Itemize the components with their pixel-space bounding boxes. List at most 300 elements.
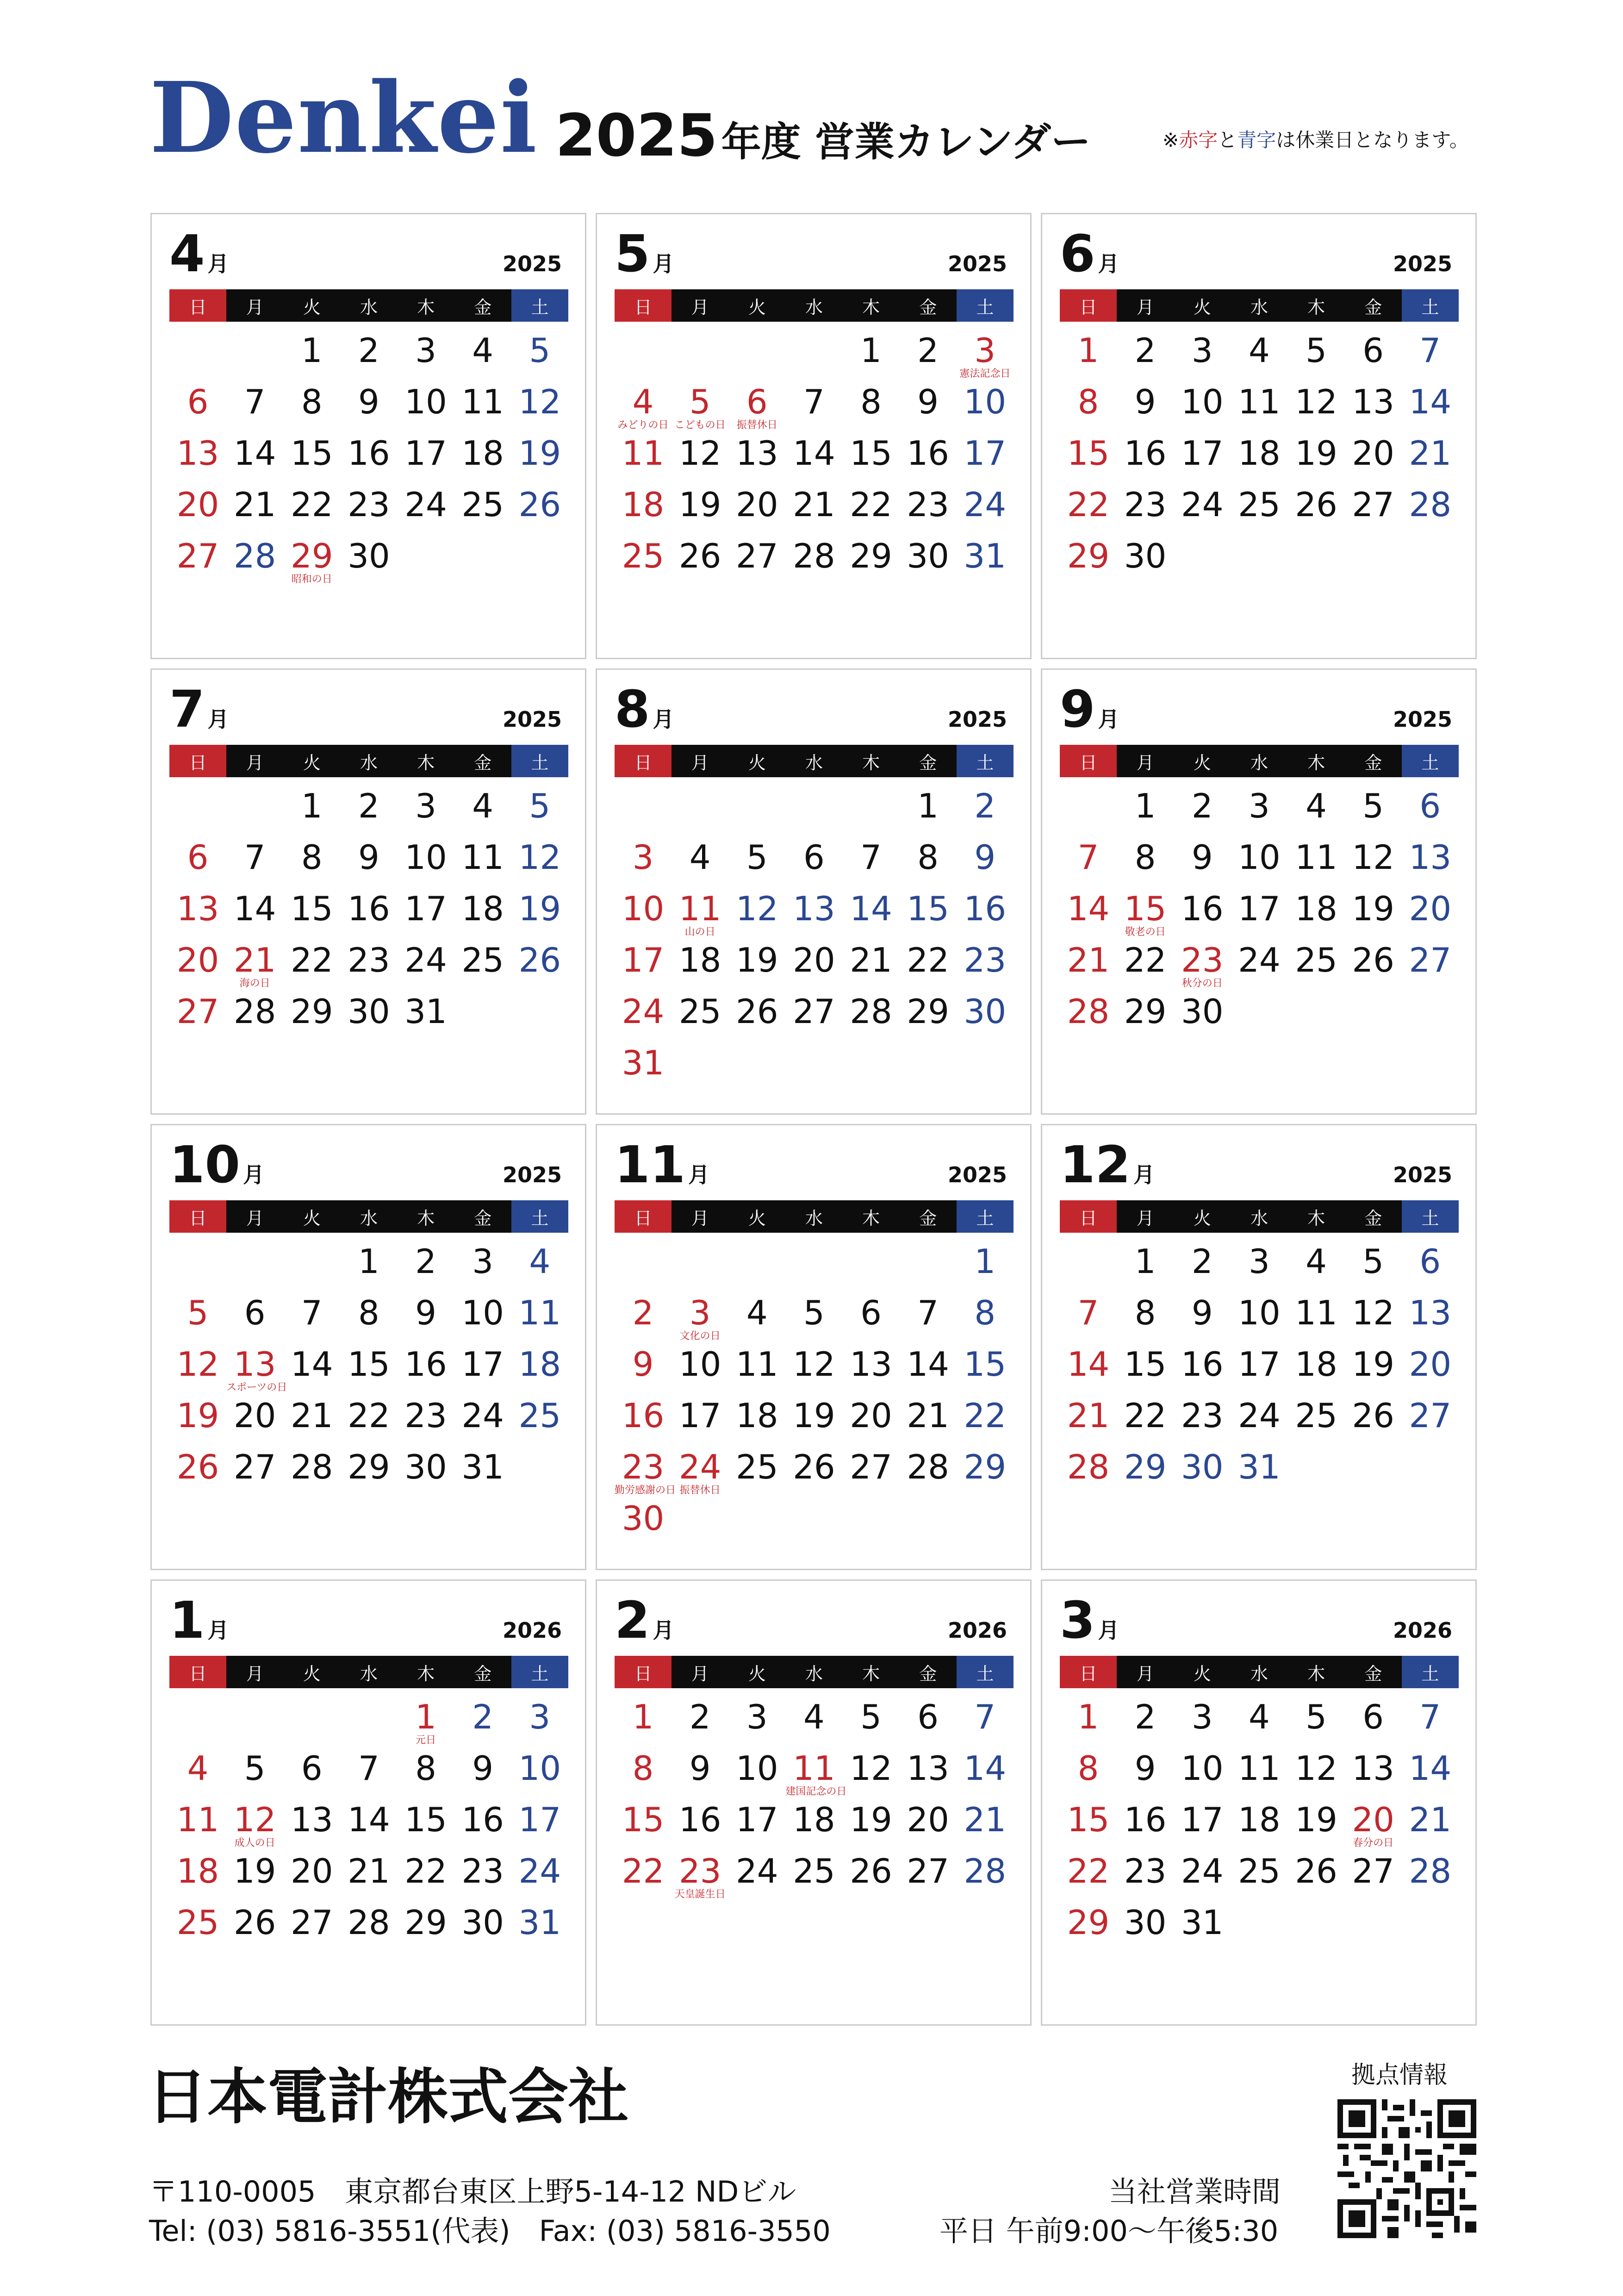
day-cell	[398, 1749, 454, 1803]
day-cell	[728, 1697, 785, 1752]
day-number: 11	[1238, 1749, 1281, 1788]
day-cell	[1288, 1854, 1345, 1906]
day-cell	[1231, 1345, 1287, 1399]
day-cell	[1174, 331, 1231, 385]
day-number: 29	[1124, 1447, 1167, 1486]
day-number: 22	[850, 485, 892, 524]
day-cell	[957, 1854, 1014, 1906]
day-number: 3	[974, 331, 996, 370]
weekday-label: 月	[1117, 289, 1174, 322]
day-cell	[511, 1697, 568, 1752]
day-number: 16	[1181, 889, 1224, 928]
day-number: 3	[746, 1697, 768, 1736]
day-number: 5	[1306, 331, 1327, 370]
day-number: 11	[518, 1293, 561, 1332]
day-cell	[1288, 838, 1345, 892]
day-cell	[511, 1749, 568, 1803]
day-cell	[785, 1396, 842, 1450]
holiday-name: 振替休日	[679, 1485, 721, 1496]
day-number: 28	[964, 1852, 1007, 1890]
holiday-name: 春分の日	[1353, 1837, 1394, 1849]
day-number: 27	[290, 1903, 333, 1942]
day-number: 24	[404, 485, 447, 524]
weekday-header	[169, 1656, 568, 1688]
day-cell	[454, 1697, 511, 1752]
day-number: 16	[964, 889, 1007, 928]
day-cell	[398, 838, 454, 892]
day-number: 29	[290, 537, 333, 575]
month-number: 7	[169, 680, 205, 739]
day-number: 13	[1409, 1293, 1452, 1332]
day-number: 12	[233, 1800, 276, 1839]
day-cell	[785, 539, 842, 591]
day-number: 14	[1409, 382, 1452, 421]
day-number: 21	[793, 485, 835, 524]
weekday-header	[615, 289, 1014, 322]
day-number: 11	[793, 1749, 835, 1788]
day-cell	[1117, 1903, 1174, 1957]
day-number: 13	[1352, 382, 1394, 421]
weekday-label: 水	[785, 745, 842, 777]
day-number: 2	[1191, 1242, 1213, 1281]
day-cell	[340, 1293, 397, 1348]
weekday-label: 土	[957, 1656, 1014, 1688]
day-number: 17	[518, 1800, 561, 1839]
day-cell	[900, 1447, 957, 1502]
day-cell	[226, 1396, 283, 1450]
weekday-label: 金	[900, 289, 957, 322]
day-cell	[957, 1242, 1014, 1296]
day-cell	[398, 889, 454, 943]
day-cell	[1402, 331, 1459, 385]
weekday-label: 火	[1174, 1200, 1231, 1233]
day-cell	[340, 1800, 397, 1854]
day-cell	[226, 382, 283, 437]
day-cell	[1174, 1242, 1231, 1296]
day-cell	[283, 331, 340, 385]
day-cell	[843, 1396, 900, 1450]
day-number: 12	[1295, 1749, 1337, 1788]
day-cell	[454, 1396, 511, 1450]
day-cell	[957, 382, 1014, 437]
day-cell	[1117, 786, 1174, 841]
day-cell	[1402, 434, 1459, 488]
day-cell	[728, 1749, 785, 1803]
day-cell	[340, 838, 397, 892]
day-cell	[340, 1749, 397, 1803]
month-year: 2025	[502, 251, 562, 276]
day-cell	[454, 331, 511, 385]
day-cell	[511, 1903, 568, 1957]
day-cell	[283, 889, 340, 943]
day-number: 5	[529, 786, 551, 825]
day-number: 3	[1191, 331, 1213, 370]
day-number: 3	[1249, 1242, 1270, 1281]
weekday-label: 土	[511, 1656, 568, 1688]
business-hours: 平日 午前9:00～午後5:30	[939, 2214, 1279, 2248]
day-number: 7	[803, 382, 825, 421]
day-number: 10	[404, 382, 447, 421]
day-cell	[340, 943, 397, 995]
day-number: 20	[290, 1852, 333, 1890]
day-cell	[900, 1800, 957, 1854]
weekday-label: 月	[226, 1656, 283, 1688]
day-number: 30	[1124, 537, 1167, 575]
day-number: 2	[358, 331, 379, 370]
day-cell	[1174, 1903, 1231, 1957]
day-cell	[1345, 1697, 1402, 1752]
calendar-months-grid	[150, 213, 1484, 2025]
day-cell	[728, 943, 785, 995]
day-number: 10	[678, 1345, 721, 1384]
day-number: 1	[1077, 1697, 1099, 1736]
day-number: 17	[461, 1345, 504, 1384]
day-cell	[511, 786, 568, 841]
day-number: 16	[1181, 1345, 1224, 1384]
day-number: 15	[348, 1345, 390, 1384]
qr-code[interactable]	[1337, 2099, 1476, 2238]
day-number: 23	[678, 1852, 721, 1890]
day-cell	[615, 485, 672, 539]
day-number: 27	[233, 1447, 276, 1486]
day-cell	[728, 838, 785, 892]
day-number: 19	[233, 1852, 276, 1890]
day-number: 7	[358, 1749, 379, 1788]
day-cell	[1231, 485, 1287, 539]
weekday-label: 金	[900, 1656, 957, 1688]
day-cell	[1345, 943, 1402, 995]
day-number: 27	[176, 992, 219, 1031]
month-name	[169, 1591, 229, 1650]
day-number: 23	[404, 1396, 447, 1435]
weekday-header	[615, 1656, 1014, 1688]
day-cell	[1345, 838, 1402, 892]
weekday-label: 月	[226, 1200, 283, 1233]
day-number: 31	[518, 1903, 561, 1942]
weekday-label: 土	[511, 1200, 568, 1233]
day-cell	[1117, 1447, 1174, 1502]
weekday-label: 土	[511, 745, 568, 777]
weekday-label: 水	[340, 1656, 397, 1688]
day-number: 20	[1352, 1800, 1394, 1839]
day-cell	[283, 1447, 340, 1502]
day-number: 18	[461, 434, 504, 473]
day-number: 26	[1295, 1852, 1337, 1890]
day-cell	[785, 889, 842, 943]
day-cell	[1117, 943, 1174, 995]
day-number: 22	[1067, 1852, 1110, 1890]
day-number: 16	[622, 1396, 665, 1435]
day-cell	[672, 485, 728, 539]
day-cell	[1231, 1242, 1287, 1296]
day-cell	[169, 943, 226, 995]
month-year: 2025	[502, 707, 562, 732]
day-number: 8	[917, 838, 939, 877]
day-cell	[283, 786, 340, 841]
weekday-label: 水	[340, 1200, 397, 1233]
day-cell	[672, 1447, 728, 1502]
day-number: 28	[233, 537, 276, 575]
day-number: 1	[415, 1697, 436, 1736]
company-address: 〒110-0005 東京都台東区上野5-14-12 NDビル	[149, 2175, 796, 2209]
weekday-label: 土	[1402, 745, 1459, 777]
day-cell	[1402, 943, 1459, 995]
day-number: 4	[529, 1242, 551, 1281]
day-number: 1	[301, 331, 323, 370]
day-number: 1	[1077, 331, 1099, 370]
day-number: 15	[290, 889, 333, 928]
weekday-label: 日	[1060, 1200, 1117, 1233]
day-number: 29	[1067, 537, 1110, 575]
day-number: 15	[1124, 889, 1167, 928]
day-number: 19	[176, 1396, 219, 1435]
day-number: 7	[244, 382, 266, 421]
day-number: 27	[907, 1852, 949, 1890]
day-number: 21	[907, 1396, 949, 1435]
day-cell	[1345, 1242, 1402, 1296]
day-cell	[1288, 331, 1345, 385]
day-number: 28	[793, 537, 835, 575]
day-number: 6	[1362, 1697, 1384, 1736]
day-cell	[1060, 943, 1117, 995]
day-cell	[672, 1293, 728, 1348]
day-number: 14	[907, 1345, 949, 1384]
weekday-label: 土	[957, 745, 1014, 777]
month-year: 2026	[947, 1618, 1007, 1643]
day-cell	[843, 1800, 900, 1854]
month-suffix: 月	[207, 707, 229, 732]
day-cell	[1117, 382, 1174, 437]
day-number: 22	[290, 941, 333, 980]
day-cell	[511, 331, 568, 385]
day-cell	[1117, 992, 1174, 1046]
day-cell	[1345, 1800, 1402, 1854]
day-number: 12	[1352, 1293, 1394, 1332]
day-cell	[1174, 1396, 1231, 1450]
month-year: 2025	[947, 251, 1007, 276]
day-cell	[900, 943, 957, 995]
day-number: 4	[746, 1293, 768, 1332]
day-cell	[1117, 331, 1174, 385]
day-cell	[615, 943, 672, 995]
day-number: 29	[907, 992, 949, 1031]
day-cell	[785, 434, 842, 488]
month-suffix: 月	[207, 1618, 229, 1643]
day-number: 26	[678, 537, 721, 575]
day-number: 1	[301, 786, 323, 825]
day-number: 1	[917, 786, 939, 825]
day-number: 6	[860, 1293, 882, 1332]
day-cell	[1231, 331, 1287, 385]
day-cell	[672, 539, 728, 591]
day-cell	[511, 1854, 568, 1906]
day-number: 2	[1134, 331, 1156, 370]
day-cell	[511, 1345, 568, 1399]
weekday-label: 金	[900, 745, 957, 777]
month-number: 4	[169, 224, 205, 283]
month-number: 1	[169, 1591, 205, 1650]
day-number: 11	[1295, 1293, 1337, 1332]
day-cell	[672, 1749, 728, 1803]
weekday-label: 月	[672, 289, 728, 322]
day-number: 27	[850, 1447, 892, 1486]
day-cell	[1288, 786, 1345, 841]
day-number: 9	[917, 382, 939, 421]
day-number: 11	[1295, 838, 1337, 877]
day-cell	[1345, 1749, 1402, 1803]
day-number: 9	[689, 1749, 711, 1788]
weekday-label: 日	[169, 289, 226, 322]
day-number: 25	[1295, 941, 1337, 980]
day-number: 14	[1067, 889, 1110, 928]
day-cell	[1174, 1800, 1231, 1854]
day-number: 10	[461, 1293, 504, 1332]
day-number: 3	[415, 331, 436, 370]
day-number: 13	[233, 1345, 276, 1384]
day-number: 26	[518, 485, 561, 524]
day-number: 27	[793, 992, 835, 1031]
day-cell	[340, 1396, 397, 1450]
month-name	[1060, 1591, 1119, 1650]
day-number: 2	[1191, 786, 1213, 825]
day-cell	[454, 1293, 511, 1348]
day-cell	[1288, 1345, 1345, 1399]
day-cell	[1060, 382, 1117, 437]
month-suffix: 月	[243, 1162, 265, 1187]
day-cell	[900, 1293, 957, 1348]
day-number: 14	[233, 889, 276, 928]
day-number: 10	[964, 382, 1007, 421]
day-number: 10	[518, 1749, 561, 1788]
day-number: 19	[518, 889, 561, 928]
day-cell	[957, 1396, 1014, 1450]
day-number: 10	[404, 838, 447, 877]
day-number: 25	[176, 1903, 219, 1942]
day-cell	[169, 889, 226, 943]
day-cell	[615, 1749, 672, 1803]
day-cell	[785, 485, 842, 539]
day-cell	[1060, 889, 1117, 943]
weekday-label: 土	[1402, 1200, 1459, 1233]
day-cell	[1117, 1697, 1174, 1752]
day-number: 28	[233, 992, 276, 1031]
month-number: 11	[615, 1135, 686, 1194]
day-cell	[511, 485, 568, 539]
day-number: 6	[1419, 1242, 1441, 1281]
day-number: 25	[678, 992, 721, 1031]
day-number: 10	[1238, 1293, 1281, 1332]
day-cell	[1345, 786, 1402, 841]
day-number: 8	[1077, 1749, 1099, 1788]
day-cell	[1402, 1396, 1459, 1450]
month-name	[169, 1135, 265, 1194]
day-number: 16	[461, 1800, 504, 1839]
weekday-label: 月	[226, 289, 283, 322]
month-suffix: 月	[653, 251, 674, 276]
day-number: 26	[518, 941, 561, 980]
day-number: 11	[461, 382, 504, 421]
day-number: 11	[622, 434, 665, 473]
weekday-label: 水	[785, 1656, 842, 1688]
day-cell	[785, 838, 842, 892]
day-cell	[283, 1800, 340, 1854]
day-cell	[226, 485, 283, 539]
day-cell	[900, 382, 957, 437]
day-cell	[340, 1345, 397, 1399]
day-cell	[900, 1749, 957, 1803]
day-number: 17	[964, 434, 1007, 473]
month-suffix: 月	[1098, 707, 1119, 732]
day-cell	[1402, 786, 1459, 841]
day-cell	[454, 382, 511, 437]
day-cell	[226, 539, 283, 591]
month-number: 8	[615, 680, 650, 739]
day-cell	[283, 382, 340, 437]
weekday-label: 金	[1345, 289, 1402, 322]
weekday-label: 木	[843, 1200, 900, 1233]
day-number: 17	[1181, 1800, 1224, 1839]
weekday-label: 日	[615, 745, 672, 777]
day-cell	[454, 1242, 511, 1296]
day-cell	[672, 943, 728, 995]
day-number: 3	[1191, 1697, 1213, 1736]
day-cell	[511, 1242, 568, 1296]
day-cell	[454, 1854, 511, 1906]
weekday-label: 火	[283, 1656, 340, 1688]
day-cell	[398, 1903, 454, 1957]
weekday-label: 木	[1288, 289, 1345, 322]
month-suffix: 月	[1098, 251, 1119, 276]
day-number: 26	[735, 992, 778, 1031]
weekday-label: 木	[1288, 1656, 1345, 1688]
day-number: 23	[964, 941, 1007, 980]
company-phone-fax: Tel: (03) 5816-3551(代表) Fax: (03) 5816-3550	[149, 2214, 831, 2248]
day-number: 28	[1067, 1447, 1110, 1486]
day-number: 11	[678, 889, 721, 928]
day-number: 31	[461, 1447, 504, 1486]
day-cell	[1231, 1396, 1287, 1450]
note-blue-word: 青字	[1237, 129, 1276, 151]
day-number: 6	[803, 838, 825, 877]
day-cell	[672, 1697, 728, 1752]
business-hours-label: 当社営業時間	[1108, 2175, 1281, 2209]
month-year: 2026	[1393, 1618, 1452, 1643]
day-number: 29	[1124, 992, 1167, 1031]
day-number: 2	[917, 331, 939, 370]
day-number: 3	[689, 1293, 711, 1332]
day-cell	[1402, 1800, 1459, 1854]
day-cell	[1060, 1345, 1117, 1399]
company-name: 日本電計株式会社	[147, 2062, 629, 2132]
day-cell	[283, 1345, 340, 1399]
weekday-label: 月	[226, 745, 283, 777]
month-calendar	[596, 668, 1032, 1115]
day-cell	[615, 1499, 672, 1553]
day-number: 19	[678, 485, 721, 524]
day-number: 20	[793, 941, 835, 980]
day-cell	[1060, 1749, 1117, 1803]
day-cell	[957, 992, 1014, 1046]
month-suffix: 月	[653, 1618, 674, 1643]
holiday-name: 成人の日	[234, 1837, 275, 1849]
day-number: 28	[907, 1447, 949, 1486]
day-number: 16	[348, 434, 390, 473]
day-number: 23	[348, 941, 390, 980]
weekday-header	[1060, 1200, 1459, 1233]
day-cell	[1060, 992, 1117, 1046]
weekday-label: 日	[1060, 1656, 1117, 1688]
day-cell	[1231, 889, 1287, 943]
